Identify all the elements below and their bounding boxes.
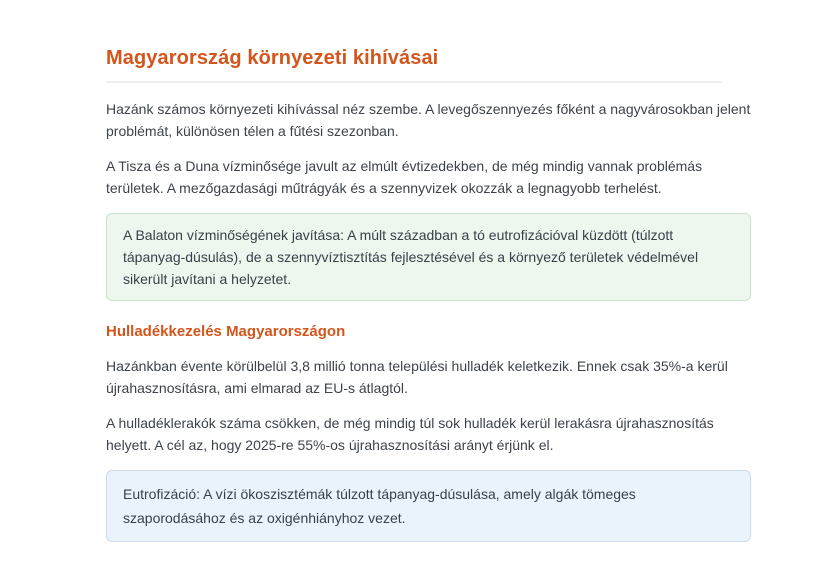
water-quality-paragraph: A Tisza és a Duna vízminősége javult az elmúlt évtizedekben, de még mindig vannak problémás területek. A mezőgazdasági műtrágyák és a szennyvizek okozzák a legnagyobb terhelést. (106, 158, 703, 196)
article-content (106, 44, 751, 556)
waste-management-heading: Hulladékkezelés Magyarországon (106, 323, 346, 340)
balaton-callout-box (106, 213, 751, 301)
intro-paragraph: Hazánk számos környezeti kihívással néz szembe. A levegőszennyezés főként a nagyvárosokban jelent problémát, különösen télen a fűtési szezonban. (106, 101, 751, 139)
eutrophication-callout-box (106, 470, 751, 542)
title-divider (106, 81, 722, 83)
eutrophication-callout-text: Eutrofizáció: A vízi ökoszisztémák túlzott tápanyag-dúsulása, amely algák tömeges szaporodásához és az oxigénhiányhoz vezet. (123, 486, 636, 526)
balaton-callout-text: A Balaton vízminőségének javítása: A múlt században a tó eutrofizációval küzdött (túlzott tápanyag-dúsulás), de a szennyvíztisztítás fejlesztésével és a környező területek védelmével sikerült javítani a helyzetet. (123, 227, 699, 287)
waste-paragraph-2: A hulladéklerakók száma csökken, de még mindig túl sok hulladék kerül lerakásra újrahasznosítás helyett. A cél az, hogy 2025-re 55%-os újrahasznosítási arányt érjünk el. (106, 415, 714, 453)
page-title: Magyarország környezeti kihívásai (106, 47, 439, 69)
waste-paragraph-1: Hazánkban évente körülbelül 3,8 millió tonna települési hulladék keletkezik. Ennek csak 35%-a kerül újrahasznosításra, ami elmarad az EU-s átlagtól. (106, 358, 728, 396)
